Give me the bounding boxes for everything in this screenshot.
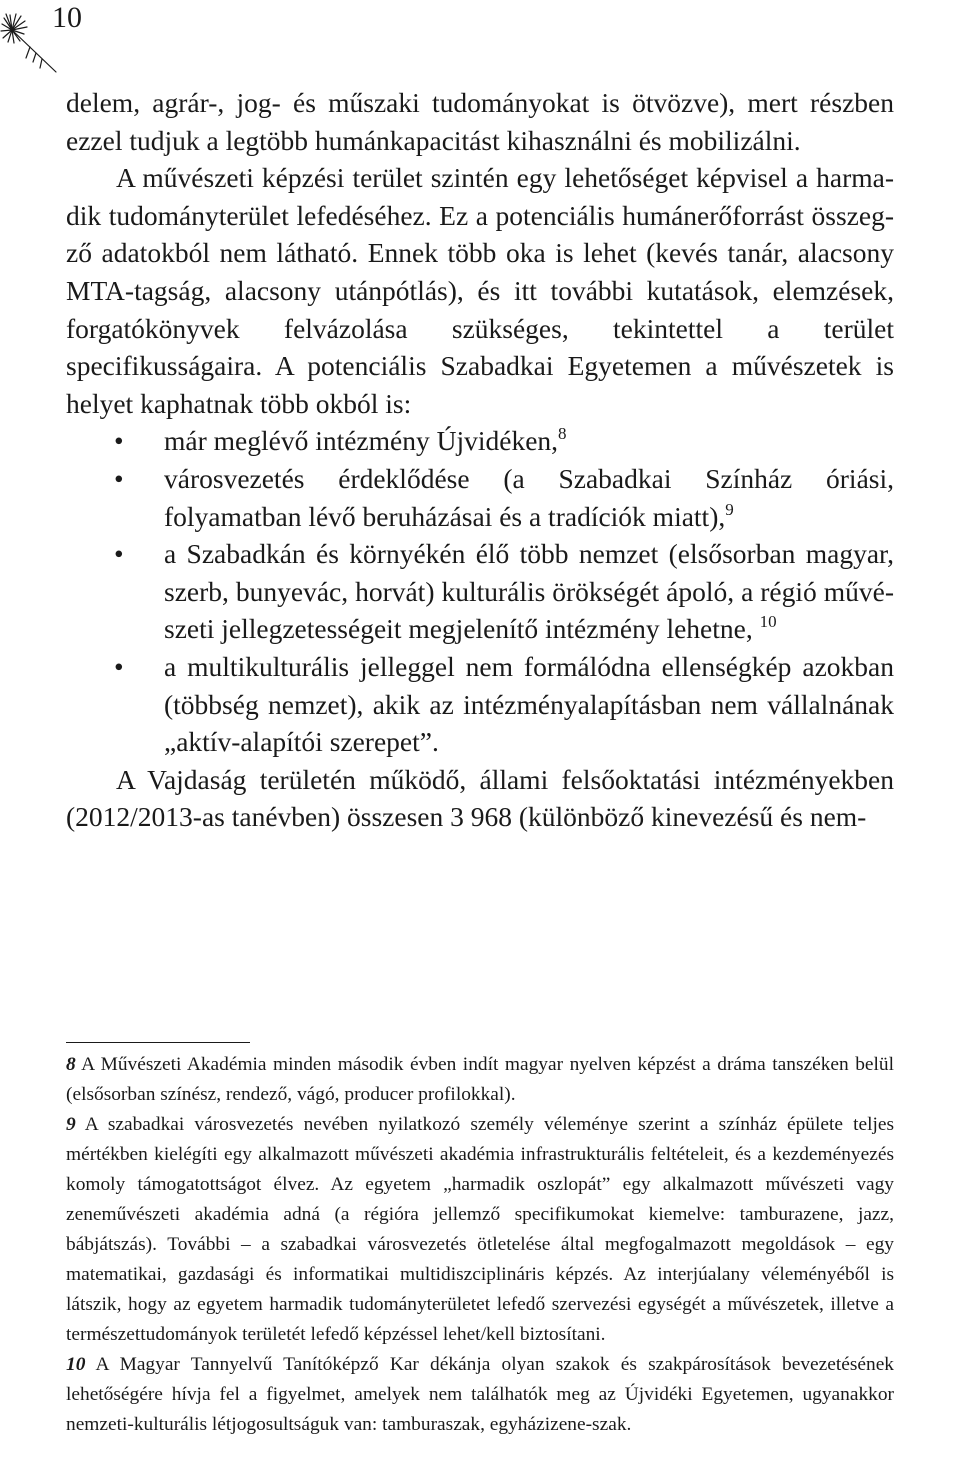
paragraph-1: delem, agrár-, jog- és műszaki tudományokat is ötvözve), mert részben ezzel tudjuk a legtöbb humánkapacitást kihasználni és mobilizálni. [66,87,894,156]
footnote-divider [66,1042,250,1043]
footnote-8 [66,1050,894,1110]
paragraph-2: A művészeti képzési terület szintén egy lehetőséget képvisel a harmadik tudományterület lefedéséhez. Ez a potenciális humánerőforrást összegző adatokból nem látható. Ennek több oka is lehet (kevés tanár, alacsony MTA-tagság, alacsony utánpótlás), és itt további kutatások, elemzések, forgatókönyvek felvázolása szükséges, tekintettel a terület specifikusságaira. A potenciális Szabadkai Egyetemen a művészetek is helyet kaphatnak több okból is: [66,162,894,419]
page-number: 10 [52,1,82,34]
footnote-text: A Művészeti Akadémia minden második évben indít magyar nyelven képzést a dráma tanszéken belül (elsősorban színész, rendező, vágó, producer profilokkal). [66,1054,894,1105]
list-item-text: a multikulturális jelleggel nem formálódna ellenségkép azokban (többség nemzet), akik az intézményalapításban nem vállalnának „aktív-alapítói szerepet”. [164,650,894,758]
footnote-ref-10: 10 [759,612,777,632]
footnote-text: A Magyar Tannyelvű Tanítóképző Kar dékánja olyan szakok és szakpárosítások bevezetésének lehetőségére hívja fel a figyelmet, amelyek nem találhatók meg az Újvidéki Egyetemen, ugyanakkor nemzeti-kulturális létjogosultságuk van: tamburaszak, egyházizene-szak. [66,1354,894,1435]
list-item-text: már meglévő intézmény Újvidéken, [164,425,559,457]
list-item-text: városvezetés érdeklődése (a Szabadkai Színház óriási, folyamatban lévő beruházásai és a tradíciók miatt), [164,462,894,532]
list-item [66,460,894,535]
paragraph-3: A Vajdaság területén működő, állami felsőoktatási intézményekben (2012/2013-as tanévben) összesen 3 968 (különböző kinevezésű és nem- [66,763,894,833]
footnote-10 [66,1350,894,1440]
footnote-ref-9: 9 [725,499,734,519]
footnote-number: 10 [66,1354,86,1375]
list-item [66,648,894,761]
bullet-list [66,422,894,760]
main-text [66,84,894,836]
footnote-text: A szabadkai városvezetés nevében nyilatkozó személy véleménye szerint a színház épülete teljes mértékben kielégíti egy alkalmazott művészeti akadémia infrastrukturális feltételeit, és a kezdeményezés komoly támogatottságot élvez. Az egyetem „harmadik oszlopát” egy alkalmazott művészeti vagy zeneművészeti akadémia adná (a régióra jellemző specifikumokat kiemelve: tamburazene, jazz, bábjátszás). További – a szabadkai városvezetés ötletelése által megfogalmazott megoldások – egy matematikai, gazdasági és informatikai multidiszciplináris képzés. Az interjúalany véleményéből is látszik, hogy az egyetem harmadik tudományterületet lefedő szervezési egységét a művészetek, illetve a természettudományok területét lefedő képzéssel lehet/kell biztosítani. [66,1114,894,1345]
footnote-9 [66,1110,894,1350]
footnotes [66,1050,894,1440]
list-item [66,422,894,460]
footnote-number: 8 [66,1054,76,1075]
footnote-ref-8: 8 [558,424,567,444]
list-item [66,535,894,648]
footnote-number: 9 [66,1114,76,1135]
list-item-text: a Szabadkán és környékén élő több nemzet (elsősorban magyar, szerb, bunyevác, horvát) kulturális örökségét ápoló, a régió művészeti jellegzetességeit megjelenítő intézmény lehetne, [164,538,894,645]
dandelion-seed-icon [0,12,60,82]
